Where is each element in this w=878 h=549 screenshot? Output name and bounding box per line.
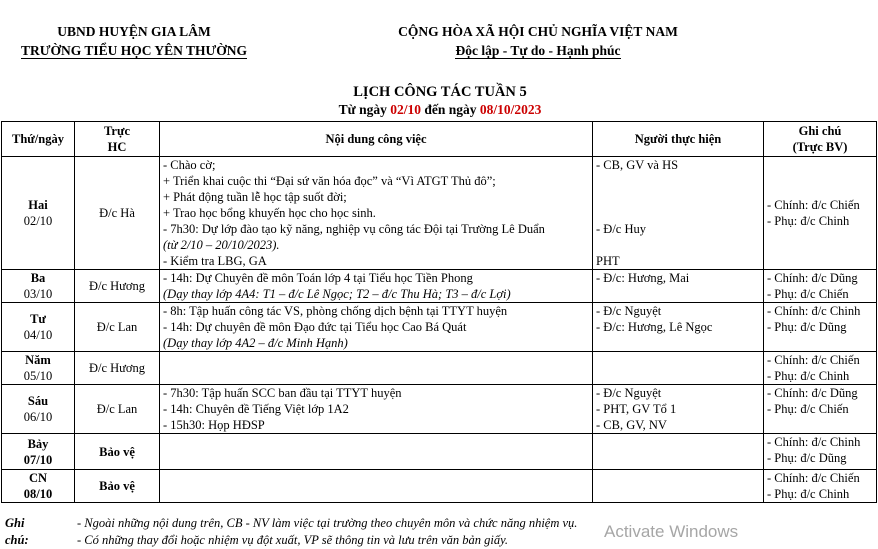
col-day: Thứ/ngày (2, 122, 75, 157)
notes-label: Ghi chú: (5, 516, 29, 547)
duty-cell: Đ/c Hương (75, 352, 160, 385)
note-cell: - Chính: đ/c Chiến - Phụ: đ/c Chinh (764, 157, 877, 270)
person-cell (593, 352, 764, 385)
day-cell: Bảy 07/10 (2, 434, 75, 470)
day-cell: Hai 02/10 (2, 157, 75, 270)
nation-line-1: CỘNG HÒA XÃ HỘI CHỦ NGHĨA VIỆT NAM (398, 24, 678, 39)
nation-line-2: Độc lập - Tự do - Hạnh phúc (455, 43, 621, 58)
note-cell: - Chính: đ/c Chinh - Phụ: đ/c Dũng (764, 434, 877, 470)
col-note: Ghi chú (Trực BV) (764, 122, 877, 157)
note-cell: - Chính: đ/c Dũng - Phụ: đ/c Chiến (764, 270, 877, 303)
date-range (250, 102, 630, 118)
document-title: LỊCH CÔNG TÁC TUẦN 5 (353, 84, 527, 100)
duty-cell: Bảo vệ (75, 470, 160, 503)
table-row (2, 434, 877, 470)
day-cell: Tư 04/10 (2, 303, 75, 352)
content-cell (160, 352, 593, 385)
person-cell: - Đ/c Nguyệt - Đ/c: Hương, Lê Ngọc (593, 303, 764, 352)
org-line-1: UBND HUYỆN GIA LÂM (57, 24, 211, 39)
note-cell: - Chính: đ/c Chinh - Phụ: đ/c Dũng (764, 303, 877, 352)
day-cell: Ba 03/10 (2, 270, 75, 303)
duty-cell: Đ/c Hương (75, 270, 160, 303)
duty-cell: Đ/c Hà (75, 157, 160, 270)
org-line-2: TRƯỜNG TIỂU HỌC YÊN THƯỜNG (20, 43, 248, 58)
table-row (2, 303, 877, 352)
content-cell: - 7h30: Tập huấn SCC ban đầu tại TTYT huyện - 14h: Chuyên đề Tiếng Việt lớp 1A2 - 15h30: Họp HĐSP (160, 385, 593, 434)
org-header (0, 22, 268, 60)
table-row (2, 270, 877, 303)
content-cell (160, 434, 593, 470)
person-cell: - Đ/c Nguyệt - PHT, GV Tổ 1 - CB, GV, NV (593, 385, 764, 434)
duty-cell: Bảo vệ (75, 434, 160, 470)
activate-windows-watermark: Activate Windows (604, 522, 739, 541)
content-cell (160, 470, 593, 503)
col-content: Nội dung công việc (160, 122, 593, 157)
person-cell (593, 434, 764, 470)
person-cell (593, 470, 764, 503)
table-header-row (2, 122, 877, 157)
note-line-1: - Ngoài những nội dung trên, CB - NV làm việc tại trường theo chuyên môn và chức năng nhiệm vụ. (77, 516, 578, 530)
to-label: đến ngày (424, 102, 477, 117)
schedule-table (1, 121, 877, 503)
from-label: Từ ngày (338, 102, 387, 117)
note-line-2: - Có những thay đổi hoặc nhiệm vụ đột xuất, VP sẽ thông tin và lưu trên văn bản giấy. (77, 533, 509, 547)
to-date: 08/10/2023 (479, 102, 542, 117)
duty-cell: Đ/c Lan (75, 303, 160, 352)
note-cell: - Chính: đ/c Chiến - Phụ: đ/c Chinh (764, 352, 877, 385)
day-cell: CN 08/10 (2, 470, 75, 503)
duty-cell: Đ/c Lan (75, 385, 160, 434)
day-cell: Năm 05/10 (2, 352, 75, 385)
content-cell: - Chào cờ; + Triển khai cuộc thi “Đại sứ văn hóa đọc” và “Vì ATGT Thủ đô”; + Phát động tuần lễ học tập suốt đời; + Trao học bổng khuyến học cho học sinh. - 7h30: Dự lớp đào tạo kỹ năng, nghiệp vụ công tác Đội tại Trường Lê Duẩn (từ 2/10 – 20/10/2023). - Kiểm tra LBG, GA (160, 157, 593, 270)
note-cell: - Chính: đ/c Dũng - Phụ: đ/c Chiến (764, 385, 877, 434)
nation-header (378, 22, 698, 60)
table-row (2, 385, 877, 434)
note-cell: - Chính: đ/c Chiến - Phụ: đ/c Chinh (764, 470, 877, 503)
person-cell: - Đ/c: Hương, Mai (593, 270, 764, 303)
day-cell: Sáu 06/10 (2, 385, 75, 434)
table-row (2, 470, 877, 503)
content-cell: - 8h: Tập huấn công tác VS, phòng chống dịch bệnh tại TTYT huyện - 14h: Dự chuyên đề môn Đạo đức tại Tiểu học Cao Bá Quát (Dạy thay lớp 4A2 – đ/c Minh Hạnh) (160, 303, 593, 352)
content-cell: - 14h: Dự Chuyên đề môn Toán lớp 4 tại Tiểu học Tiền Phong (Dạy thay lớp 4A4: T1 – đ/c Lê Ngọc; T2 – đ/c Thu Hà; T3 – đ/c Lợi) (160, 270, 593, 303)
col-duty: Trực HC (75, 122, 160, 157)
from-date: 02/10 (390, 102, 421, 117)
table-row (2, 157, 877, 270)
table-row (2, 352, 877, 385)
person-cell: - CB, GV và HS - Đ/c Huy PHT (593, 157, 764, 270)
col-person: Người thực hiện (593, 122, 764, 157)
